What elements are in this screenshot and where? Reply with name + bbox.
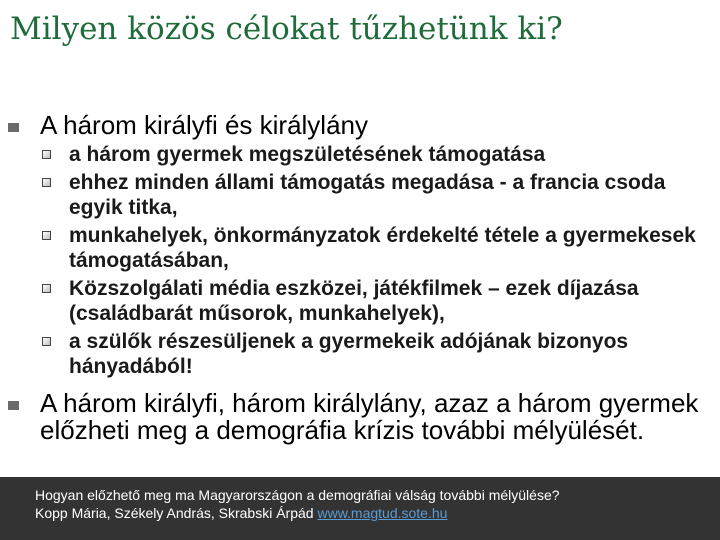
footer-authors <box>35 504 720 522</box>
slide-title: Milyen közös célokat tűzhetünk ki? <box>10 11 563 47</box>
bullet-item <box>0 112 720 139</box>
footer-author-names: Kopp Mária, Székely András, Skrabski Árpád <box>35 505 314 521</box>
bullet-text: A három királyfi, három királylány, azaz a három gyermek előzheti meg a demográfia krízis további mélyülését. <box>40 388 699 445</box>
checkbox-bullet-icon <box>42 284 51 293</box>
bullet-text: A három királyfi és királylány <box>40 110 368 140</box>
sub-bullet-list <box>0 142 720 379</box>
sub-bullet-item <box>0 276 720 326</box>
square-bullet-icon <box>8 401 19 410</box>
checkbox-bullet-icon <box>42 178 51 187</box>
square-bullet-icon <box>8 123 19 132</box>
sub-bullet-text: Közszolgálati média eszközei, játékfilmek – ezek díjazása (családbarát műsorok, munkahelyek), <box>69 277 639 325</box>
sub-bullet-item <box>0 142 720 167</box>
sub-bullet-item <box>0 170 720 220</box>
bullet-item <box>0 390 720 444</box>
checkbox-bullet-icon <box>42 231 51 240</box>
sub-bullet-text: a három gyermek megszületésének támogatása <box>69 143 546 166</box>
footer-bar <box>0 477 720 540</box>
sub-bullet-text: munkahelyek, önkormányzatok érdekelté tétele a gyermekesek támogatásában, <box>69 224 696 272</box>
checkbox-bullet-icon <box>42 337 51 346</box>
sub-bullet-item <box>0 223 720 273</box>
website-link[interactable]: www.magtud.sote.hu <box>317 505 448 521</box>
sub-bullet-text: ehhez minden állami támogatás megadása - a francia csoda egyik titka, <box>69 171 666 219</box>
checkbox-bullet-icon <box>42 150 51 159</box>
footer-title: Hogyan előzhető meg ma Magyarországon a demográfiai válság további mélyülése? <box>35 487 560 503</box>
sub-bullet-item <box>0 329 720 379</box>
sub-bullet-text: a szülők részesüljenek a gyermekeik adójának bizonyos hányadából! <box>69 330 629 378</box>
slide-content <box>0 112 720 444</box>
